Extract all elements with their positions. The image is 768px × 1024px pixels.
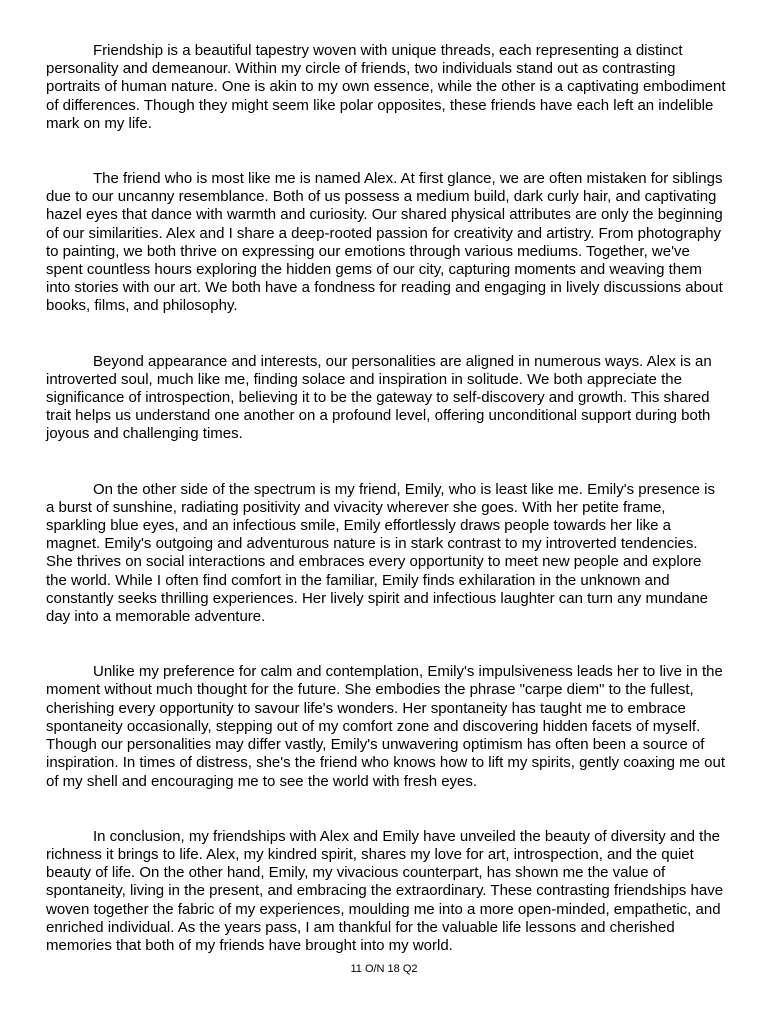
paragraph-spacer: [46, 791, 726, 828]
paragraph-alex-personality: Beyond appearance and interests, our personalities are aligned in numerous ways. Alex is an introverted soul, much like me, finding solace and inspiration in solitude. We both appreciate the significance of introspection, believing it to be the gateway to self-discovery and growth. This shared trait helps us understand one another on a profound level, offering unconditional support during both joyous and challenging times.: [46, 352, 712, 443]
paragraph-conclusion: In conclusion, my friendships with Alex and Emily have unveiled the beauty of diversity and the richness it brings to life. Alex, my kindred spirit, shares my love for art, introspection, and the quiet beauty of life. On the other hand, Emily, my vivacious counterpart, has shown me the value of spontaneity, living in the present, and embracing the extraordinary. These contrasting friendships have woven together the fabric of my experiences, moulding me into a more open-minded, empathetic, and enriched individual. As the years pass, I am thankful for the valuable life lessons and cherished memories that both of my friends have brought into my world.: [46, 827, 724, 954]
paragraph-alex-similarities: The friend who is most like me is named Alex. At first glance, we are often mistaken for siblings due to our uncanny resemblance. Both of us possess a medium build, dark curly hair, and captivating hazel eyes that dance with warmth and curiosity. Our shared physical attributes are only the beginning of our similarities. Alex and I share a deep-rooted passion for creativity and artistry. From photography to painting, we both thrive on expressing our emotions through various mediums. Together, we've spent countless hours exploring the hidden gems of our city, capturing moments and weaving them into stories with our art. We both have a fondness for reading and engaging in lively discussions about books, films, and philosophy.: [46, 170, 723, 315]
page-footer: 11 O/N 18 Q2: [350, 963, 418, 975]
essay-body: [46, 42, 726, 955]
paragraph-spacer: [46, 444, 726, 481]
paragraph-spacer: [46, 133, 726, 170]
paragraph-emily-contrast: On the other side of the spectrum is my friend, Emily, who is least like me. Emily's presence is a burst of sunshine, radiating positivity and vivacity wherever she goes. With her petite frame, sparkling blue eyes, and an infectious smile, Emily effortlessly draws people towards her like a magnet. Emily's outgoing and adventurous nature is in stark contrast to my introverted tendencies. She thrives on social interactions and embraces every opportunity to meet new people and explore the world. While I often find comfort in the familiar, Emily finds exhilaration in the unknown and constantly seeks thrilling experiences. Her lively spirit and infectious laughter can turn any mundane day into a memorable adventure.: [46, 480, 715, 626]
paragraph-spacer: [46, 626, 726, 663]
paragraph-spacer: [46, 316, 726, 353]
paragraph-intro: Friendship is a beautiful tapestry woven with unique threads, each representing a distinct personality and demeanour. Within my circle of friends, two individuals stand out as contrasting portraits of human nature. One is akin to my own essence, while the other is a captivating embodiment of differences. Though they might seem like polar opposites, these friends have each left an indelible mark on my life.: [46, 42, 726, 132]
paragraph-emily-spontaneity: Unlike my preference for calm and contemplation, Emily's impulsiveness leads her to live in the moment without much thought for the future. She embodies the phrase "carpe diem" to the fullest, cherishing every opportunity to savour life's wonders. Her spontaneity has taught me to embrace spontaneity occasionally, stepping out of my comfort zone and discovering hidden facets of myself. Though our personalities may differ vastly, Emily's unwavering optimism has often been a source of inspiration. In times of distress, she's the friend who knows how to lift my spirits, gently coaxing me out of my shell and encouraging me to see the world with fresh eyes.: [46, 663, 725, 790]
